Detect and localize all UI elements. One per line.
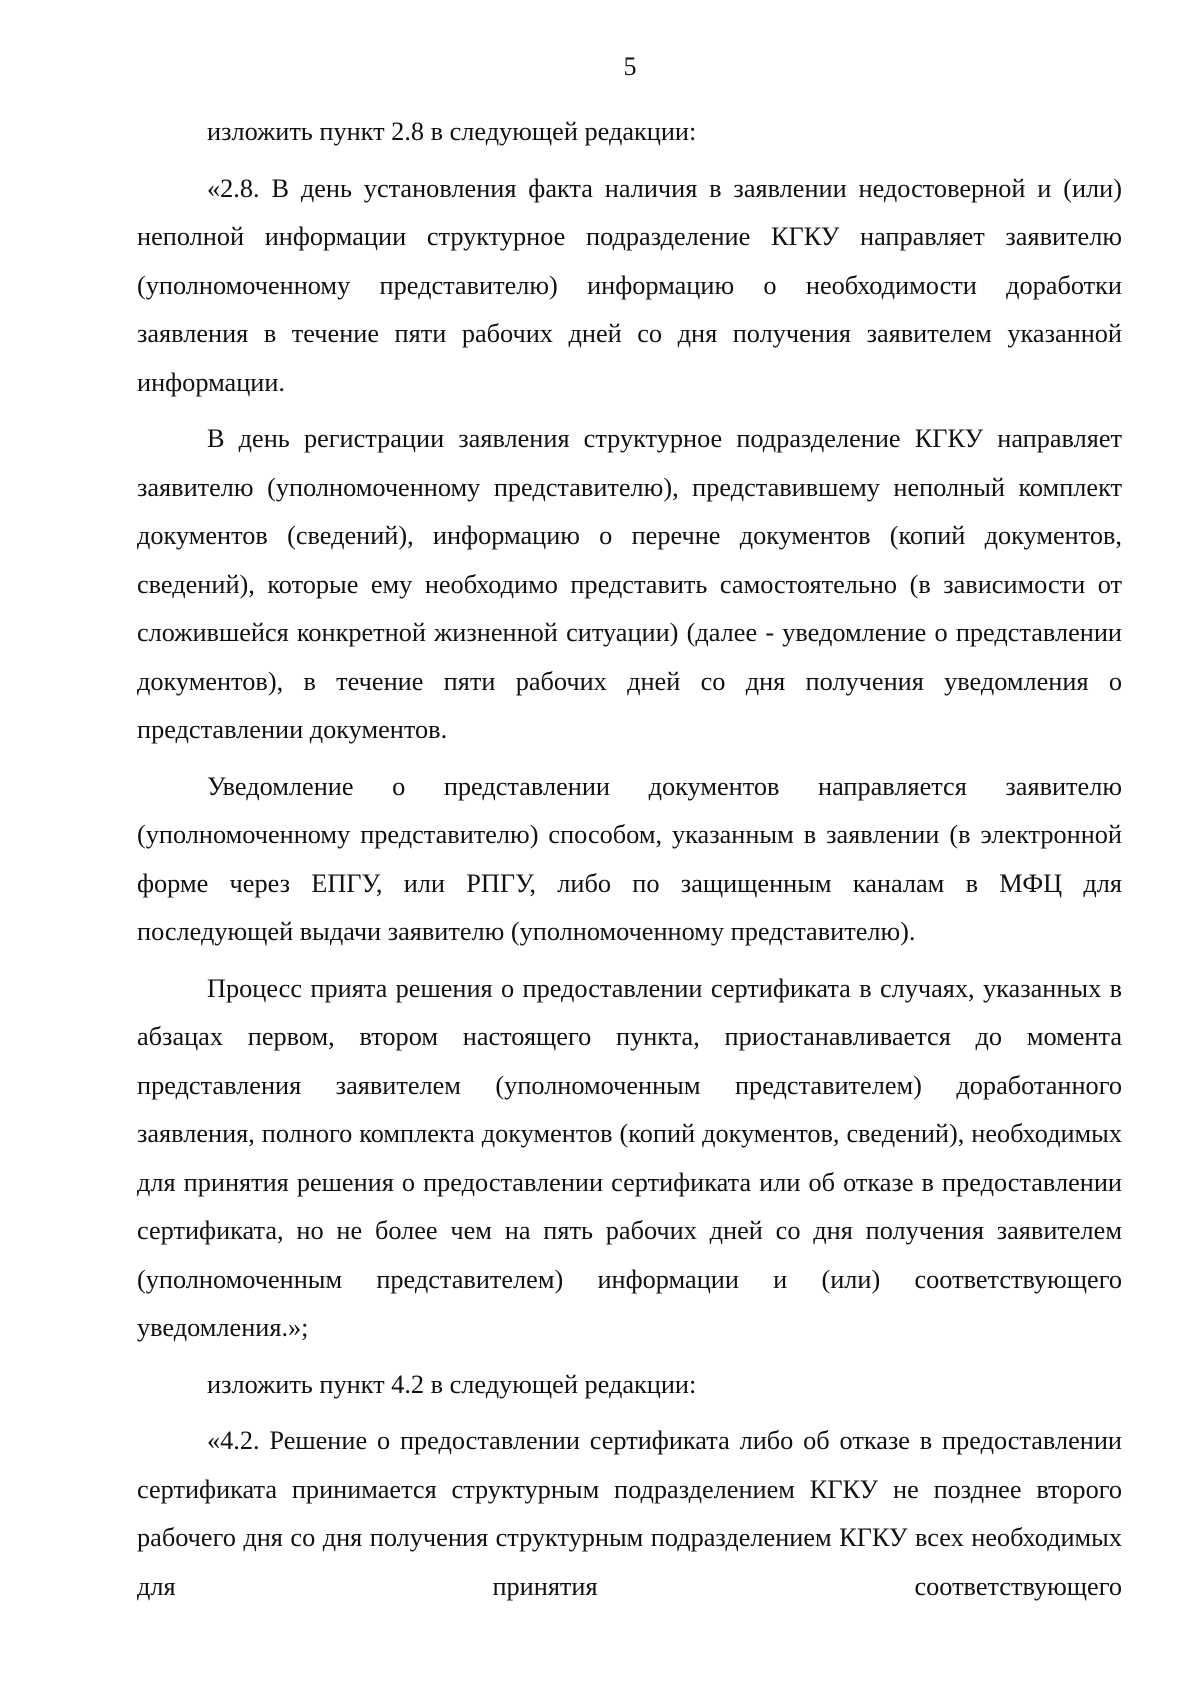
paragraph-2-8-notification: Уведомление о представлении документов направляется заявителю (уполномоченному представителю) способом, указанным в заявлении (в электронной форме через ЕПГУ, или РПГУ, либо по защищенным каналам в МФЦ для последующей выдачи заявителю (уполномоченному представителю). [137,771,1122,946]
paragraph-2-8-process: Процесс прията решения о предоставлении сертификата в случаях, указанных в абзацах первом, втором настоящего пункта, приостанавливается до момента представления заявителем (уполномоченным представителем) доработанного заявления, полного комплекта документов (копий документов, сведений), необходимых для принятия решения о предоставлении сертификата или об отказе в предоставлении сертификата, но не более чем на пять рабочих дней со дня получения заявителем (уполномоченным представителем) информации и (или) соответствующего уведомления.»; [137,973,1122,1342]
document-body [137,108,1122,1611]
paragraph-2-8-first: «2.8. В день установления факта наличия в заявлении недостоверной и (или) неполной информации структурное подразделение КГКУ направляет заявителю (уполномоченному представителю) информацию о необходимости доработки заявления в течение пяти рабочих дней со дня получения заявителем указанной информации. [137,173,1122,397]
paragraph-2-8-registration: В день регистрации заявления структурное подразделение КГКУ направляет заявителю (уполномоченному представителю), представившему неполный комплект документов (сведений), информацию о перечне документов (копий документов, сведений), которые ему необходимо представить самостоятельно (в зависимости от сложившейся конкретной жизненной ситуации) (далее - уведомление о представлении документов), в течение пяти рабочих дней со дня получения уведомления о представлении документов. [137,424,1122,744]
page-number: 5 [623,52,637,81]
paragraph-amend-2-8: изложить пункт 2.8 в следующей редакции: [207,117,697,146]
paragraph-4-2-decision: «4.2. Решение о предоставлении сертификата либо об отказе в предоставлении сертификата принимается структурным подразделением КГКУ не позднее второго рабочего дня со дня получения структурным подразделением КГКУ всех необходимых для принятия соответствующего [137,1426,1122,1601]
paragraph-amend-4-2: изложить пункт 4.2 в следующей редакции: [207,1369,697,1399]
